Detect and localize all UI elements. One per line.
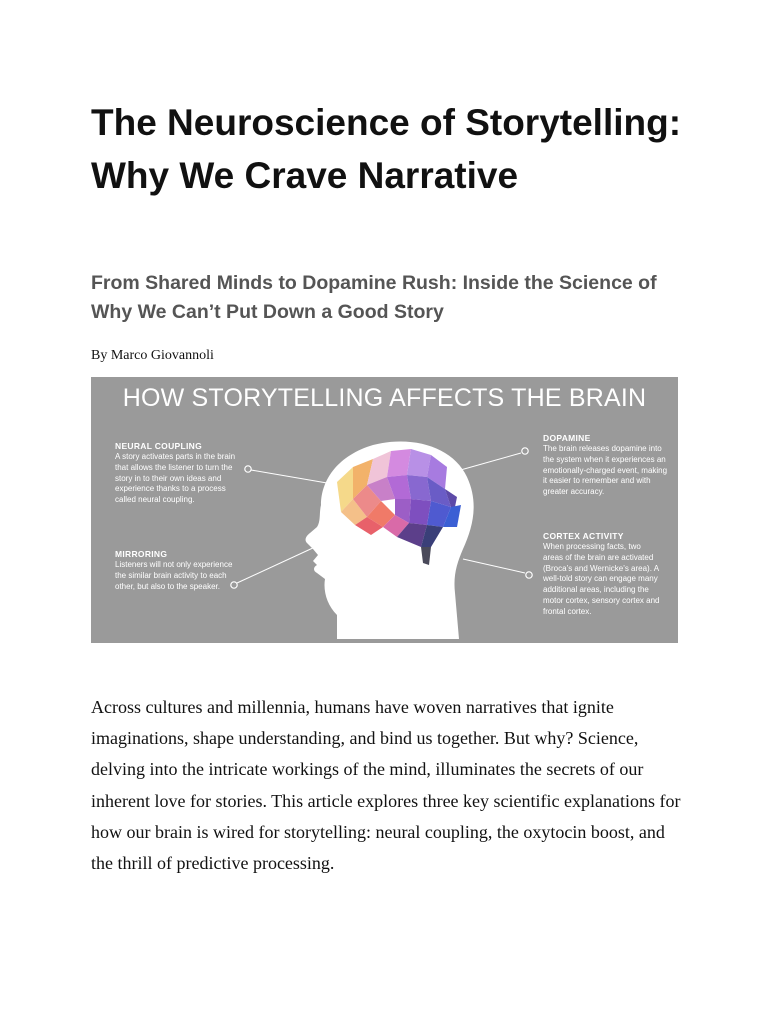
intro-paragraph: Across cultures and millennia, humans have woven narratives that ignite imaginations, shape understanding, and bind us together. But why? Science, delving into the intricate workings of the mind, illuminates the secrets of our inherent love for stories. This article explores three key scientific explanations for how our brain is wired for storytelling: neural coupling, the oxytocin boost, and the thrill of predictive processing.: [91, 697, 681, 874]
cortex-activity-connector: [463, 559, 525, 573]
neural-coupling-label: NEURAL COUPLING: [115, 441, 202, 451]
dopamine-dot: [522, 448, 528, 454]
cortex-activity-text: When processing facts, two areas of the brain are activated (Broca’s and Wernicke’s area). A well-told story can engage many additional areas, including the motor cortex, sensory cortex and frontal cortex.: [543, 542, 660, 616]
dopamine-text: The brain releases dopamine into the system when it experiences an emotionally-charged event, making it easier to remember and with greater accuracy.: [543, 444, 668, 497]
mirroring-label: MIRRORING: [115, 549, 168, 559]
cortex-activity-label: CORTEX ACTIVITY: [543, 531, 624, 541]
article-subtitle: From Shared Minds to Dopamine Rush: Inside the Science of Why We Can’t Put Down a Good Story: [91, 272, 657, 323]
neural-coupling-text: A story activates parts in the brain that allows the listener to turn the story in to their own ideas and experience thanks to a process called neural coupling.: [115, 452, 236, 505]
neural-coupling-dot: [245, 466, 251, 472]
mirroring-text: Listeners will not only experience the similar brain activity to each other, but also to the speaker.: [115, 560, 233, 591]
infographic: [91, 377, 678, 643]
infographic-title: HOW STORYTELLING AFFECTS THE BRAIN: [122, 384, 647, 412]
cortex-activity-dot: [526, 572, 532, 578]
dopamine-label: DOPAMINE: [543, 433, 591, 443]
neural-coupling-connector: [251, 470, 327, 483]
dopamine-connector: [457, 453, 521, 471]
mirroring-connector: [237, 547, 315, 583]
author-byline: By Marco Giovannoli: [91, 348, 214, 363]
article-title: The Neuroscience of Storytelling: Why We Crave Narrative: [91, 102, 682, 196]
